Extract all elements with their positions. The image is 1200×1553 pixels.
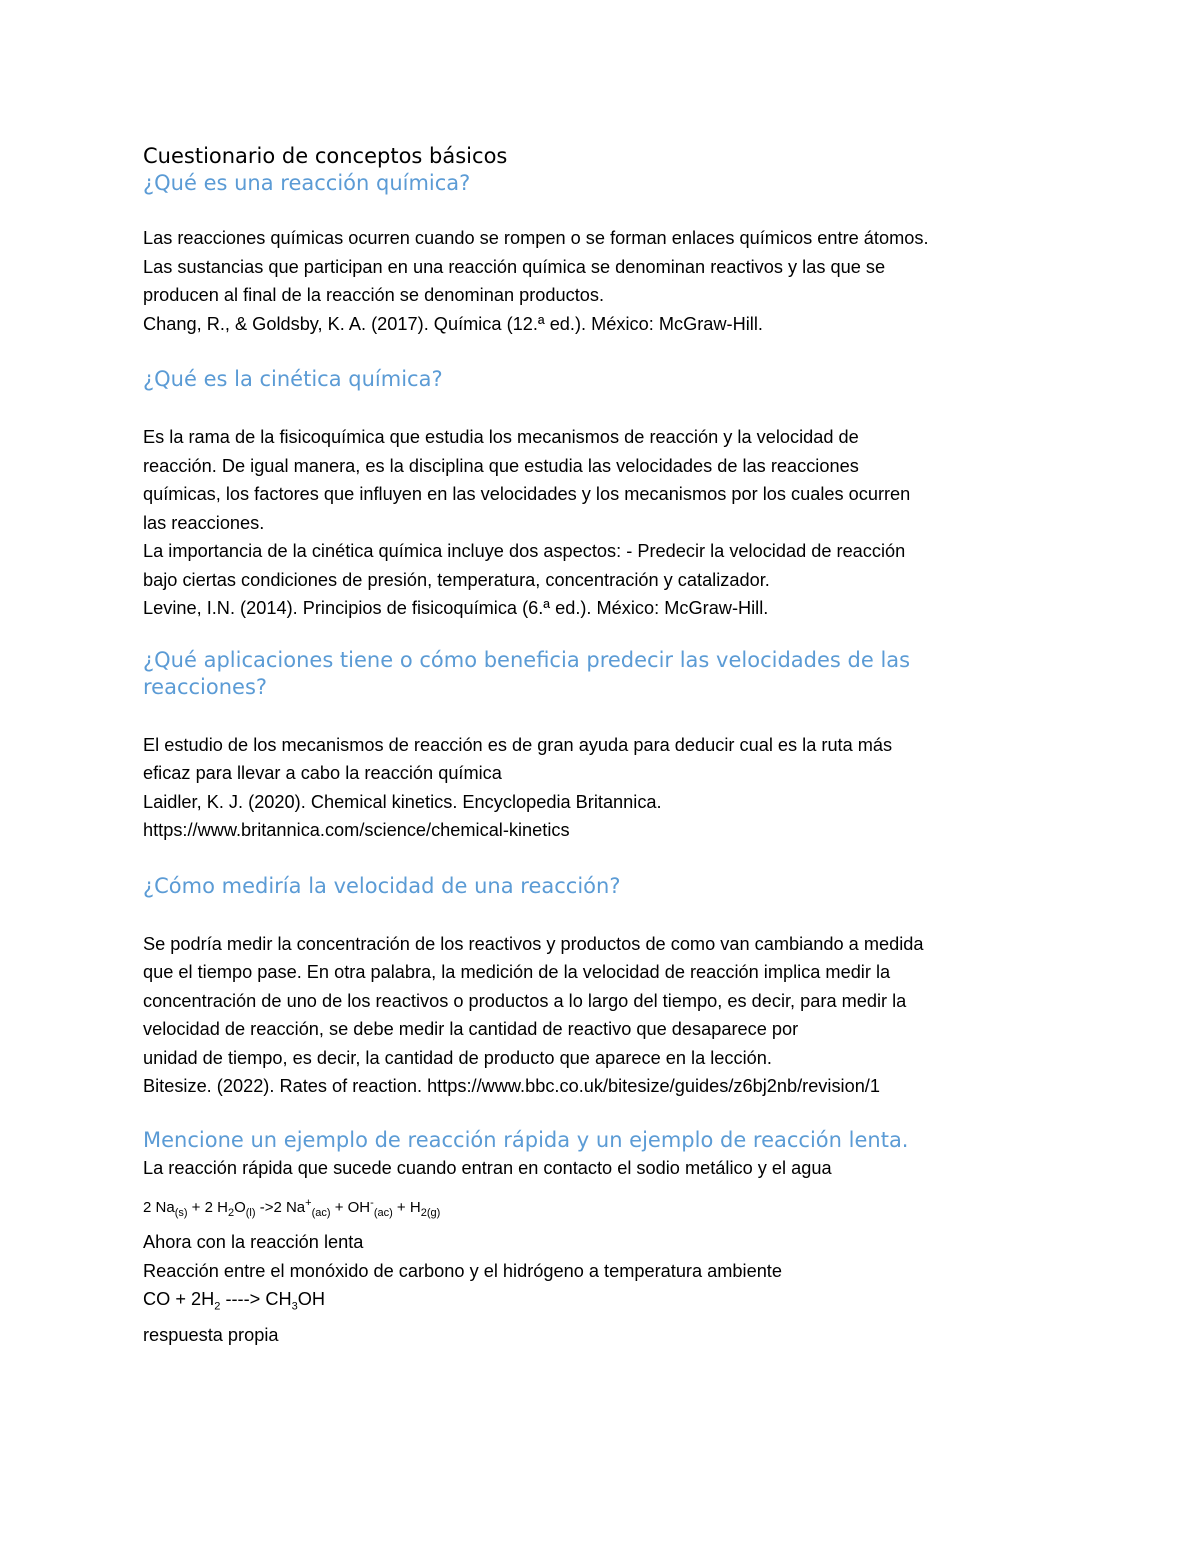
answer-line: El estudio de los mecanismos de reacción es de gran ayuda para deducir cual es la ruta más	[143, 734, 893, 755]
question-heading: ¿Qué aplicaciones tiene o cómo beneficia predecir las velocidades de las	[143, 647, 911, 672]
document-title: Cuestionario de conceptos básicos	[143, 144, 508, 168]
question-heading: Mencione un ejemplo de reacción rápida y un ejemplo de reacción lenta.	[143, 1127, 909, 1152]
question-heading: ¿Qué es una reacción química?	[143, 171, 471, 195]
citation-line: Bitesize. (2022). Rates of reaction. https://www.bbc.co.uk/bitesize/guides/z6bj2nb/revision/1	[143, 1076, 880, 1096]
answer-line: las reacciones.	[143, 512, 265, 533]
answer-line: velocidad de reacción, se debe medir la cantidad de reactivo que desaparece por	[143, 1019, 799, 1039]
question-heading: ¿Qué es la cinética química?	[143, 367, 443, 391]
answer-line: químicas, los factores que influyen en las velocidades y los mecanismos por los cuales ocurren	[143, 484, 911, 504]
answer-line: La reacción rápida que sucede cuando entran en contacto el sodio metálico y el agua	[143, 1157, 832, 1178]
fast-reaction-equation: 2 $Na_{(s)} + 2$ $H_2O_{(l)}$ ->2 $Na^+_{(ac)} + OH^-_{(ac)} + H_{2(g)}$	[143, 1197, 441, 1219]
answer-line: Ahora con la reacción lenta	[143, 1232, 364, 1252]
question-heading: ¿Cómo mediría la velocidad de una reacción?	[143, 873, 621, 898]
question-heading-cont: reacciones?	[143, 674, 268, 699]
slow-reaction-equation: CO + $2H_2$ ----> $CH_3OH$	[143, 1289, 326, 1313]
answer-line: Es la rama de la fisicoquímica que estudia los mecanismos de reacción y la velocidad de	[143, 427, 859, 447]
answer-line: producen al final de la reacción se denominan productos.	[143, 285, 605, 305]
answer-line: Las reacciones químicas ocurren cuando se rompen o se forman enlaces químicos entre átomos.	[143, 228, 929, 248]
citation-line: Chang, R., & Goldsby, K. A. (2017). Química (12.ª ed.). México: McGraw-Hill.	[143, 313, 763, 334]
citation-line: Laidler, K. J. (2020). Chemical kinetics. Encyclopedia Britannica.	[143, 791, 662, 812]
answer-line: reacción. De igual manera, es la disciplina que estudia las velocidades de las reacciones	[143, 455, 859, 476]
answer-line: Reacción entre el monóxido de carbono y el hidrógeno a temperatura ambiente	[143, 1260, 782, 1281]
answer-line: unidad de tiempo, es decir, la cantidad de producto que aparece en la lección.	[143, 1047, 772, 1068]
citation-url: https://www.britannica.com/science/chemical-kinetics	[143, 820, 570, 840]
answer-line: La importancia de la cinética química incluye dos aspectos: - Predecir la velocidad de reacción	[143, 541, 906, 561]
answer-line: Las sustancias que participan en una reacción química se denominan reactivos y las que se	[143, 256, 886, 277]
answer-line: que el tiempo pase. En otra palabra, la medición de la velocidad de reacción implica medir la	[143, 962, 891, 982]
answer-line: eficaz para llevar a cabo la reacción química	[143, 763, 502, 783]
answer-line: bajo ciertas condiciones de presión, temperatura, concentración y catalizador.	[143, 569, 770, 590]
document-page	[143, 143, 1073, 1350]
answer-line: concentración de uno de los reactivos o productos a lo largo del tiempo, es decir, para medir la	[143, 990, 907, 1011]
citation-line: Levine, I.N. (2014). Principios de fisicoquímica (6.ª ed.). México: McGraw-Hill.	[143, 598, 769, 618]
closing-line: respuesta propia	[143, 1325, 279, 1346]
answer-line: Se podría medir la concentración de los reactivos y productos de como van cambiando a medida	[143, 933, 924, 954]
